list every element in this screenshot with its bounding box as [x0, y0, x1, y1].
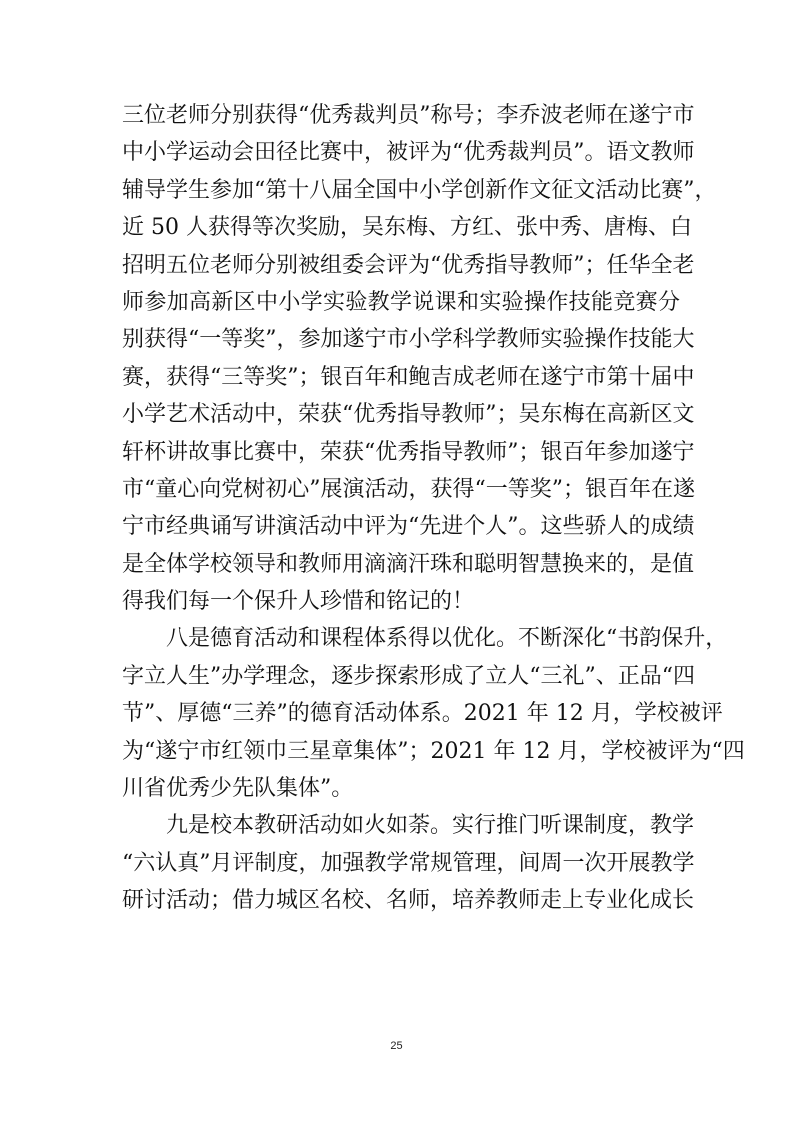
text-line: 三位老师分别获得“优秀裁判员”称号；李乔波老师在遂宁市	[122, 103, 695, 128]
text-line: 赛，获得“三等奖”；银百年和鲍吉成老师在遂宁市第十届中	[122, 364, 695, 390]
text-line: 是全体学校领导和教师用滴滴汗珠和聪明智慧换来的，是值	[122, 551, 695, 577]
text-line: 市“童心向党树初心”展演活动，获得“一等奖”；银百年在遂	[122, 476, 695, 502]
document-body	[122, 97, 745, 920]
paragraph-awards	[122, 97, 717, 620]
text-line: 节”、厚德“三养”的德育活动体系。2021 年 12 月，学校被评	[122, 701, 723, 727]
text-line: 招明五位老师分别被组委会评为“优秀指导教师”；任华全老	[122, 252, 695, 278]
text-line: 辅导学生参加“第十八届全国中小学创新作文征文活动比赛”，	[122, 177, 717, 203]
text-line: 宁市经典诵写讲演活动中评为“先进个人”。这些骄人的成绩	[122, 514, 695, 540]
text-line: 中小学运动会田径比赛中，被评为“优秀裁判员”。语文教师	[122, 140, 695, 166]
text-line: “六认真”月评制度，加强教学常规管理，间周一次开展教学	[122, 850, 695, 876]
text-line: 字立人生”办学理念，逐步探索形成了立人“三礼”、正品“四	[122, 663, 695, 689]
text-line: 研讨活动；借力城区名校、名师，培养教师走上专业化成长	[122, 888, 695, 914]
text-line: 为“遂宁市红领巾三星章集体”；2021 年 12 月，学校被评为“四	[122, 738, 745, 764]
text-line: 小学艺术活动中，荣获“优秀指导教师”；吴东梅在高新区文	[122, 402, 695, 428]
text-line: 得我们每一个保升人珍惜和铭记的！	[122, 589, 475, 615]
text-line: 九是校本教研活动如火如荼。实行推门听课制度，教学	[166, 813, 695, 839]
page-number: 25	[390, 1040, 403, 1052]
paragraph-moral-education	[122, 620, 745, 807]
text-line: 川省优秀少先队集体”。	[122, 776, 354, 802]
paragraph-teaching-research	[122, 807, 695, 919]
text-line: 师参加高新区中小学实验教学说课和实验操作技能竞赛分	[122, 289, 680, 315]
text-line: 近 50 人获得等次奖励，吴东梅、方红、张中秀、唐梅、白	[122, 215, 692, 241]
text-line: 八是德育活动和课程体系得以优化。不断深化“书韵保升，	[166, 626, 728, 652]
text-line: 轩杯讲故事比赛中，荣获“优秀指导教师”；银百年参加遂宁	[122, 439, 695, 465]
text-line: 别获得“一等奖”，参加遂宁市小学科学教师实验操作技能大	[122, 327, 695, 353]
